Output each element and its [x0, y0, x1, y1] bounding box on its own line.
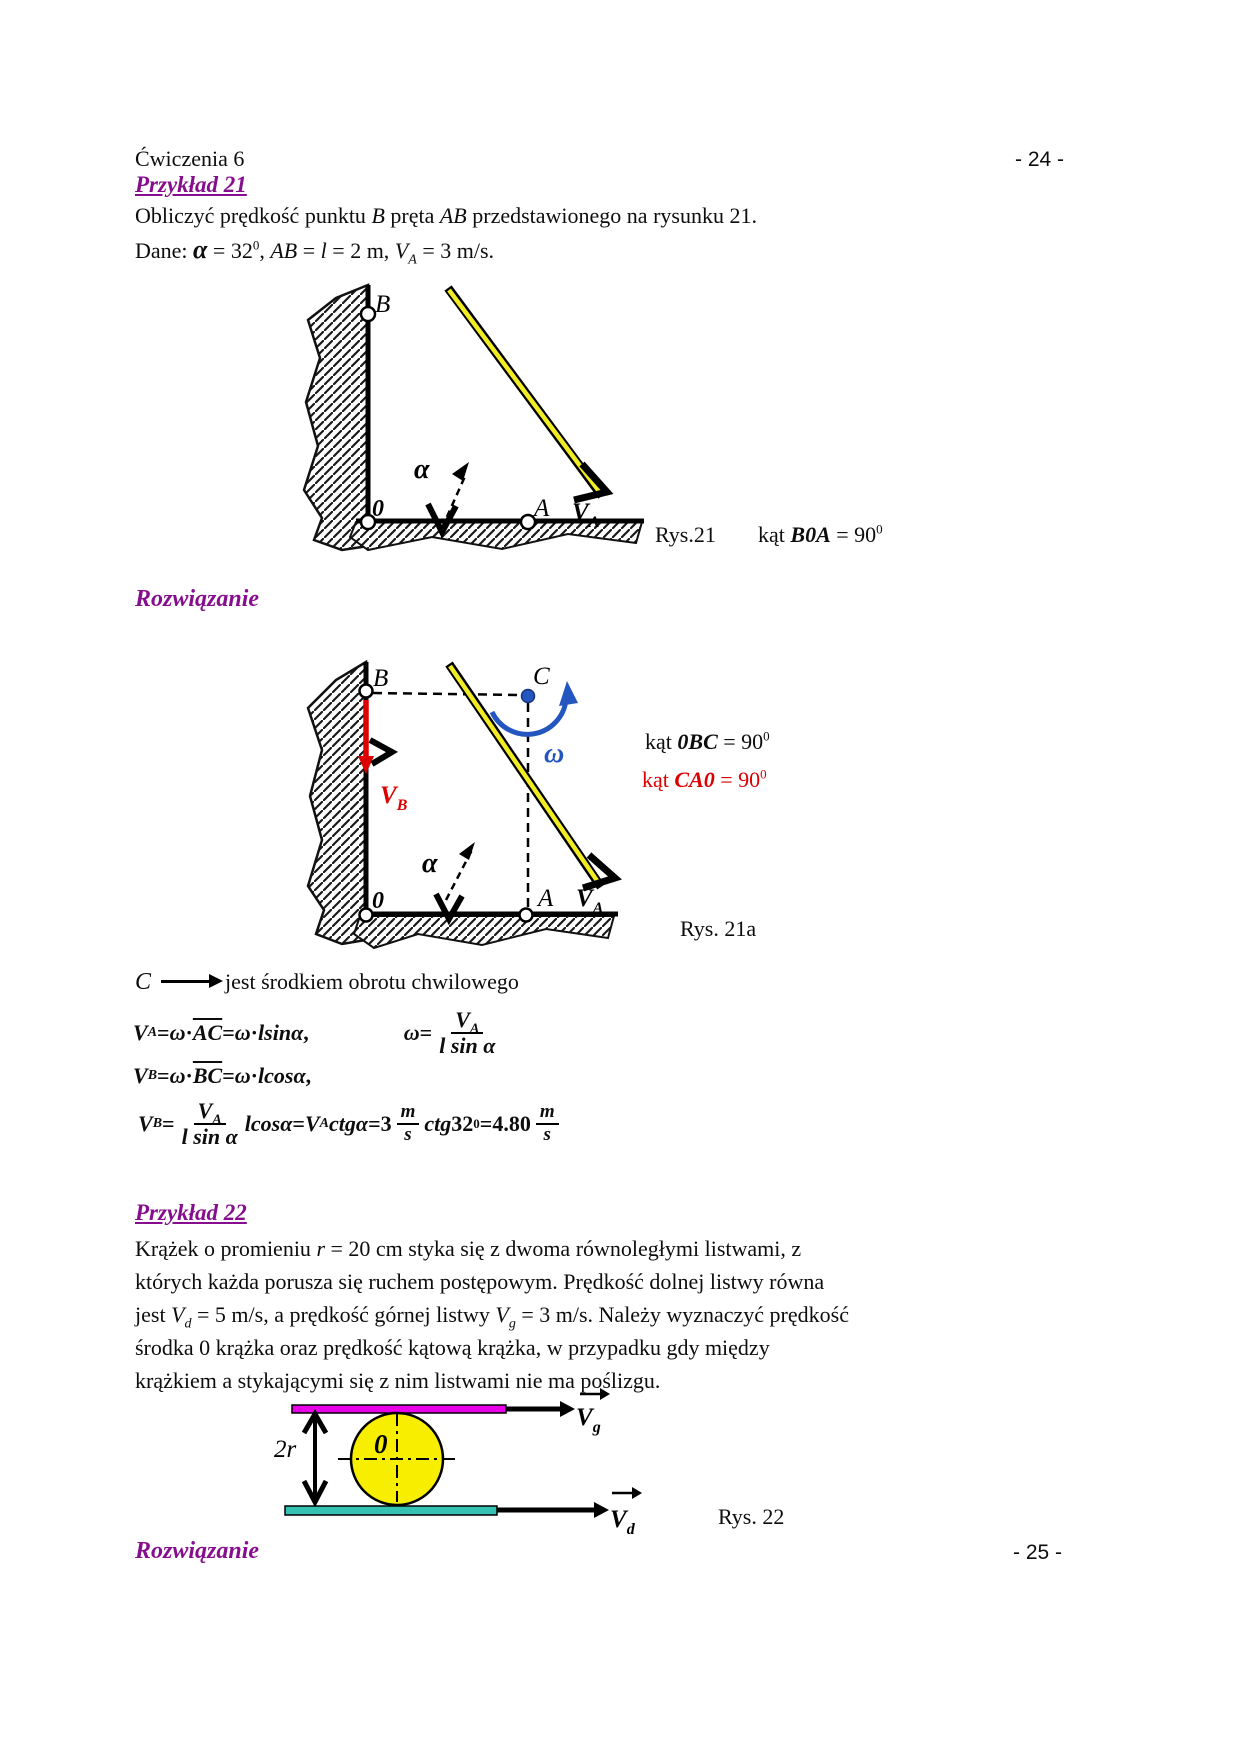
degree-sup: 0 [763, 728, 770, 744]
angle-text: kąt [645, 729, 678, 754]
label-c: C [135, 969, 152, 995]
figure-22-diagram [258, 1383, 678, 1538]
degree-sup: 0 [876, 521, 883, 537]
point-a-marker [521, 515, 535, 529]
f-BC: $\overline{BC}$ [192, 1063, 223, 1088]
p22-text: Krążek o promieniu [135, 1236, 317, 1261]
f-dot: · [185, 1020, 193, 1045]
figure-21-diagram [270, 250, 670, 562]
f-l: l [244, 1111, 251, 1136]
degree-sup: 0 [760, 766, 767, 782]
f-V: V [455, 1006, 470, 1032]
vg-vector-arrowhead-icon [600, 1388, 610, 1400]
degree-sup: 0 [252, 237, 260, 253]
dashed-line-bc [373, 693, 521, 695]
f-V: V [197, 1097, 213, 1123]
label-alpha: α [414, 454, 430, 485]
f-eq: = [157, 1020, 170, 1045]
example21-title: Przykład 21 [135, 172, 247, 197]
l-symbol: l [320, 238, 327, 263]
formula-va: V A = ω · $\overline{AC}$ = ω · l sin α , ω = $\frac{V_A}{\text{l sin α}}$ [133, 1006, 496, 1058]
va-subscript: A [588, 514, 600, 531]
given-text: = 32 [207, 238, 253, 263]
f-dot: · [185, 1063, 193, 1088]
f-dot: · [250, 1063, 259, 1088]
label-vb [380, 782, 408, 814]
f-omega: ω [403, 1020, 420, 1045]
figure-22-caption: Rys. 22 [718, 1504, 785, 1529]
vd-arrowhead-icon [594, 1502, 609, 1518]
vg-symbol: V [495, 1302, 509, 1327]
r-symbol: r [316, 1236, 325, 1261]
f-sin: sin [264, 1020, 292, 1045]
point-o-marker [360, 909, 373, 922]
f-l: l [258, 1063, 265, 1088]
formula-vb-result: V B = $\frac{V_A}{\text{l sin α}}$ l cos α = V A ctg α = 3 $\frac{m}{s}$ ctg 32 0 = 4.80 $\frac{m}{s}$ [138, 1092, 564, 1156]
example22-line5: krążkiem a stykającymi się z nim listwami nie ma poślizgu. [135, 1368, 661, 1393]
angle-text: kąt [642, 767, 675, 792]
fraction-ms [536, 1102, 559, 1146]
f-alpha: α [225, 1124, 238, 1149]
example22-line3 [135, 1302, 849, 1332]
label-o: 0 [372, 888, 384, 914]
ab-symbol: AB [270, 238, 298, 263]
frac-num [194, 1097, 226, 1128]
frac-den [180, 1125, 240, 1149]
f-sin: sin [445, 1033, 484, 1058]
omega-arc-arrowhead-icon [559, 681, 578, 706]
angle-text: kąt [758, 522, 791, 547]
f-l: l [258, 1020, 265, 1045]
note-text: jest środkiem obrotu chwilowego [225, 969, 519, 994]
f-eq: = [162, 1111, 175, 1136]
vb-chevron-icon [370, 740, 392, 764]
f-eq: = [292, 1111, 305, 1136]
vd-subscript: d [626, 1521, 635, 1538]
f-V: V [138, 1111, 153, 1136]
f-dot: · [250, 1020, 259, 1045]
figure-21a-caption: Rys. 21a [680, 916, 757, 941]
alpha-arrowhead-icon [459, 842, 475, 860]
frac-den [402, 1125, 413, 1146]
point-b: B [371, 203, 385, 228]
f-comma: , [305, 1063, 312, 1088]
point-a-marker [520, 909, 533, 922]
f-alpha: α [280, 1111, 293, 1136]
angle-points: CA0 [674, 767, 715, 792]
alpha-symbol: α [193, 235, 208, 264]
frac-num [451, 1006, 483, 1037]
label-vg [576, 1404, 601, 1436]
instant-center-note [135, 968, 519, 997]
f-omega: ω [234, 1063, 251, 1088]
label-center-o: 0 [374, 1429, 388, 1459]
figure-21a-angle2-note [642, 767, 767, 793]
page-header-course: Ćwiczenia 6 [135, 146, 245, 171]
point-c-marker [522, 690, 535, 703]
f-comma: , [303, 1020, 309, 1045]
p22-text: = 20 cm styka się z dwoma równoległymi listwami, z [325, 1236, 802, 1261]
f-eq: = [222, 1063, 235, 1088]
label-c: C [533, 663, 550, 690]
f-ctg: ctg [329, 1111, 356, 1136]
f-eq: = [368, 1111, 381, 1136]
f-sub: A [469, 1021, 480, 1037]
f-l: l [439, 1033, 446, 1058]
fraction [180, 1099, 240, 1149]
fraction [437, 1008, 497, 1058]
page-number-top: - 24 - [1015, 148, 1065, 171]
hatched-ground [354, 916, 614, 948]
example21-intro [135, 203, 757, 229]
angle-points: 0BC [677, 729, 718, 754]
frac-num [536, 1102, 559, 1125]
f-V: V [133, 1063, 148, 1088]
label-a: A [538, 885, 554, 912]
example22-line1 [135, 1236, 801, 1262]
label-omega: ω [544, 738, 565, 769]
right-arrow-icon [161, 980, 211, 983]
angle-text: = 90 [830, 522, 877, 547]
angle-text: = 90 [714, 767, 761, 792]
given-text: = 3 m/s. [416, 238, 495, 263]
figure-21a-diagram [278, 648, 658, 983]
angle-text: = 90 [717, 729, 764, 754]
alpha-arrowhead-icon [452, 462, 469, 481]
formula-vb: V B = ω · $\overline{BC}$ = ω · l cos α , [133, 1063, 312, 1088]
lower-strip-teal [285, 1506, 497, 1515]
label-b: B [375, 291, 391, 318]
figure-21-angle-note [758, 522, 883, 548]
label-b: B [373, 665, 389, 692]
label-a: A [534, 495, 550, 522]
f-sin: sin [187, 1124, 226, 1149]
f-omega: ω [234, 1020, 251, 1045]
f-m: m [400, 1101, 416, 1123]
label-alpha: α [422, 848, 438, 879]
f-480: 4.80 [492, 1111, 531, 1136]
f-s: s [543, 1124, 551, 1145]
f-eq: = [419, 1020, 433, 1045]
vg-subscript: g [592, 1419, 601, 1436]
f-l: l [181, 1124, 188, 1149]
f-32: 32 [451, 1111, 474, 1136]
intro-text: przedstawionego na rysunku 21. [466, 203, 757, 228]
vd-symbol: V [171, 1302, 185, 1327]
vg-sub: g [508, 1316, 516, 1332]
vd-vector-arrowhead-icon [632, 1487, 642, 1499]
va-symbol: V [394, 238, 409, 263]
va-letter: V [576, 885, 593, 912]
f-cos: cos [264, 1063, 294, 1088]
given-text: = 2 m, [326, 238, 395, 263]
vd-letter: V [610, 1506, 627, 1533]
hatched-wall [308, 662, 366, 944]
frac-num [397, 1102, 420, 1125]
f-m: m [539, 1101, 555, 1123]
f-alpha: α [355, 1111, 369, 1136]
solution-heading-2: Rozwiązanie [135, 1538, 260, 1564]
f-sub: A [212, 1112, 222, 1128]
given-label: Dane: [135, 238, 194, 263]
intro-text: Obliczyć prędkość punktu [135, 203, 372, 228]
rod-ab-yellow [449, 290, 601, 494]
vd-sub: d [184, 1316, 192, 1332]
vg-arrowhead-icon [560, 1401, 575, 1417]
given-text: , [259, 238, 271, 263]
f-s: s [404, 1124, 412, 1145]
va-letter: V [572, 499, 589, 526]
example22-line2: których każda porusza się ruchem postępowym. Prędkość dolnej listwy równa [135, 1269, 825, 1294]
label-o: 0 [372, 496, 384, 522]
f-AC: $\overline{AC}$ [192, 1020, 223, 1045]
f-eq: = [479, 1111, 493, 1136]
example22-line4: środka 0 krążka oraz prędkość kątową krążka, w przypadku gdy między [135, 1335, 770, 1360]
label-2r: 2r [274, 1436, 297, 1463]
rod-ab: AB [439, 203, 467, 228]
p22-text: = 5 m/s, a prędkość górnej listwy [191, 1302, 496, 1327]
f-V: V [304, 1111, 320, 1136]
f-eq: = [157, 1063, 170, 1088]
vb-letter: V [380, 782, 397, 809]
figure-21-caption: Rys.21 [655, 522, 716, 547]
label-vd [610, 1506, 636, 1538]
vb-subscript: B [396, 797, 408, 814]
f-V: V [133, 1020, 148, 1045]
point-b-marker [360, 685, 373, 698]
f-alpha: α [293, 1063, 306, 1088]
angle-points: B0A [790, 522, 831, 547]
f-cos: cos [250, 1111, 281, 1136]
hatched-wall [304, 285, 368, 550]
figure-21a-angle1-note [645, 729, 770, 755]
f-alpha: α [291, 1020, 304, 1045]
example22-title: Przykład 22 [135, 1200, 247, 1225]
point-b-marker [361, 307, 375, 321]
p22-text: jest [135, 1302, 172, 1327]
f-omega: ω [169, 1063, 186, 1088]
f-omega: ω [169, 1020, 186, 1045]
page-number-bottom: - 25 - [1013, 1541, 1063, 1564]
p22-text: = 3 m/s. Należy wyznaczyć prędkość [515, 1302, 849, 1327]
f-ctg: ctg [424, 1111, 452, 1136]
fraction-ms [397, 1102, 420, 1146]
f-alpha: α [483, 1033, 496, 1058]
f-3: 3 [380, 1111, 392, 1136]
intro-text: pręta [384, 203, 440, 228]
f-eq: = [222, 1020, 235, 1045]
given-text: = [297, 238, 321, 263]
frac-den [542, 1125, 553, 1146]
vg-letter: V [576, 1404, 593, 1431]
solution-heading: Rozwiązanie [135, 586, 260, 612]
va-subscript: A [592, 900, 604, 917]
va-sub: A [408, 252, 417, 268]
frac-den [437, 1034, 497, 1058]
